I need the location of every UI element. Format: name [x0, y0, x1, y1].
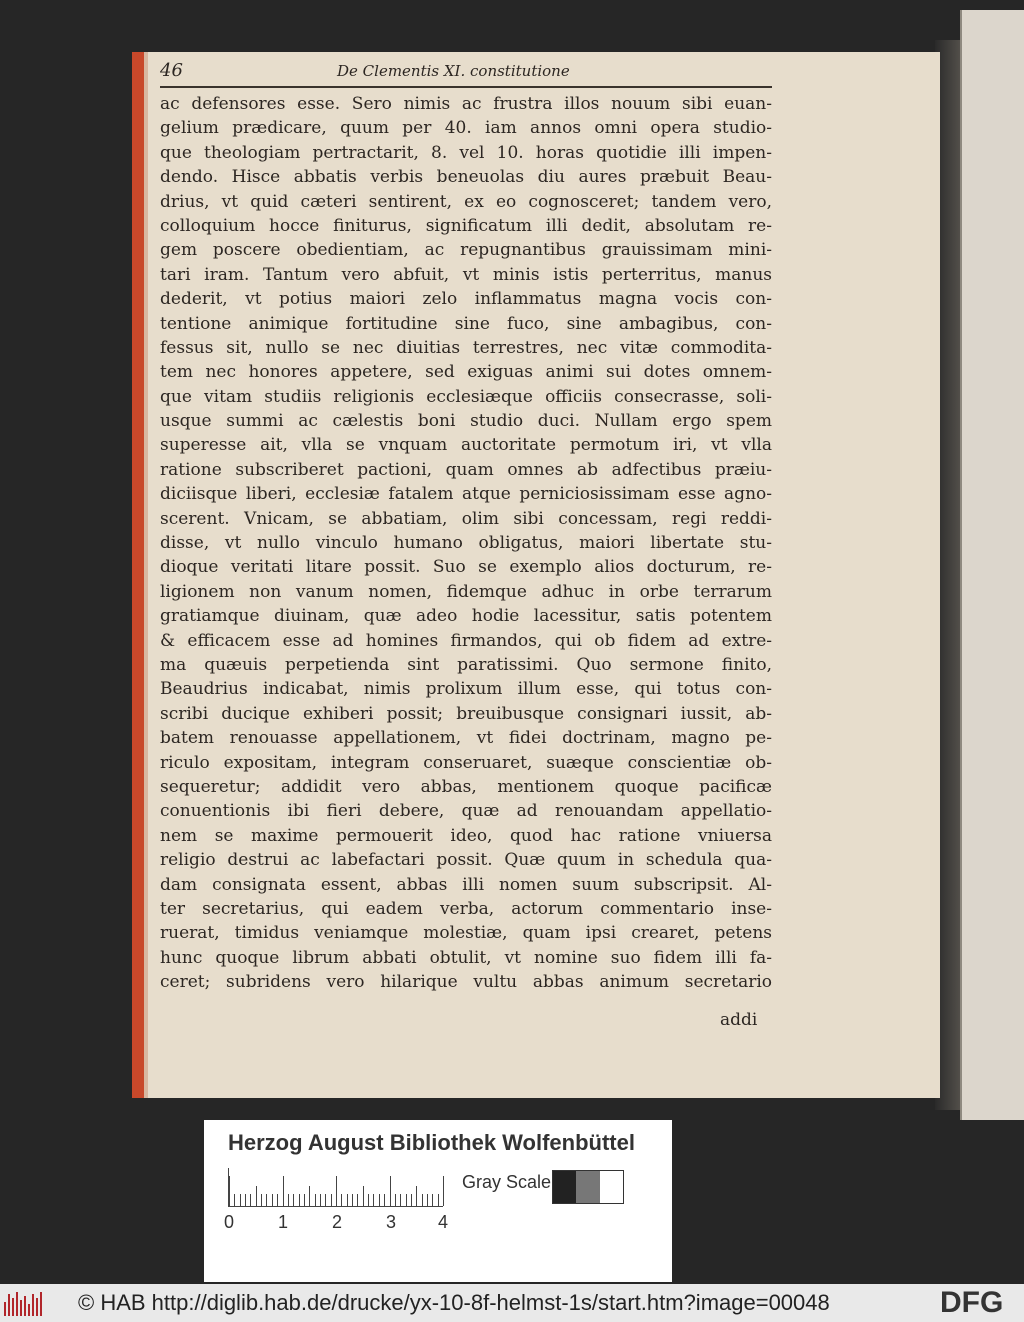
text-line: disse, vt nullo vinculo humano obligatus, maiori libertate stu-	[160, 533, 772, 554]
ruler-tick	[416, 1186, 417, 1206]
text-line: que vitam studiis religionis ecclesiæque officiis consecrasse, soli-	[160, 386, 772, 407]
ruler-tick	[315, 1194, 316, 1206]
gray-scale-label: Gray Scale	[462, 1172, 552, 1192]
text-line: gem poscere obedientiam, ac repugnantibus grauissimam mini-	[160, 240, 772, 261]
ruler-tick	[331, 1194, 332, 1206]
text-line: dendo. Hisce abbatis verbis beneuolas diu aures præbuit Beau-	[160, 167, 772, 188]
ruler-tick	[373, 1194, 374, 1206]
ruler-tick	[352, 1194, 353, 1206]
ruler-tick	[250, 1194, 251, 1206]
running-head-title: De Clementis XI. constitutione	[337, 62, 570, 80]
text-line: conuentionis ibi fieri debere, quæ ad renouandam appellatio-	[160, 801, 772, 822]
ruler-tick	[261, 1194, 262, 1206]
ruler-tick	[411, 1194, 412, 1206]
ruler-number: 1	[278, 1212, 289, 1232]
ruler-tick	[341, 1194, 342, 1206]
ruler-tick	[283, 1176, 284, 1206]
page-body-text	[160, 92, 772, 994]
text-line: diciisque liberi, ecclesiæ fatalem atque perniciosissimam esse agno-	[160, 484, 772, 505]
text-line: ma quæuis perpetienda sint paratissimi. Quo sermone finito,	[160, 654, 772, 675]
ruler-tick	[357, 1194, 358, 1206]
ruler-number: 3	[386, 1212, 397, 1232]
text-line: gelium prædicare, quum per 40. iam annos omni opera studio-	[160, 118, 772, 139]
library-color-card	[204, 1120, 672, 1282]
ruler-tick	[299, 1194, 300, 1206]
text-line: tentione animique fortitudine sine fuco, sine ambagibus, con-	[160, 313, 772, 334]
ruler-tick	[443, 1176, 444, 1206]
ruler-tick	[438, 1194, 439, 1206]
ruler-tick	[390, 1176, 391, 1206]
ruler-tick	[325, 1194, 326, 1206]
text-line: ratione subscriberet pactioni, quam omnes ab adfectibus præiu-	[160, 459, 772, 480]
text-line: gratiamque diuinam, quæ adeo hodie lacessitur, satis potentem	[160, 606, 772, 627]
ruler-tick	[384, 1194, 385, 1206]
ruler-tick	[427, 1194, 428, 1206]
footer-bar	[0, 1284, 1024, 1322]
ruler-tick	[432, 1194, 433, 1206]
ruler-tick	[256, 1186, 257, 1206]
text-line: scribi ducique exhiberi possit; breuibusque consignari iussit, ab-	[160, 703, 772, 724]
text-line: dam consignata essent, abbas illi nomen suum subscripsit. Al-	[160, 874, 772, 895]
catchword: addi	[720, 1010, 758, 1030]
text-line: colloquium hocce finiturus, significatum illi dedit, absolutam re-	[160, 215, 772, 236]
ruler-tick	[347, 1194, 348, 1206]
text-line: fessus sit, nullo se nec diuitias terrestres, nec vitæ commodita-	[160, 337, 772, 358]
copyright-url: © HAB http://diglib.hab.de/drucke/yx-10-8f-helmst-1s/start.htm?image=00048	[78, 1290, 830, 1315]
text-line: drius, vt quid cæteri sentirent, ex eo cognosceret; tandem vero,	[160, 191, 772, 212]
text-line: religio destrui ac labefactari possit. Quæ quum in schedula qua-	[160, 850, 772, 871]
text-line: ac defensores esse. Sero nimis ac frustra illos nouum sibi euan-	[160, 94, 772, 114]
measurement-ruler	[228, 1168, 443, 1207]
text-line: & efficacem esse ad homines firmandos, qui ob fidem ad extre-	[160, 630, 772, 651]
text-line: scerent. Vnicam, se abbatiam, olim sibi concessam, regi reddi-	[160, 508, 772, 529]
ruler-number: 0	[224, 1212, 235, 1232]
text-line: ceret; subridens vero hilarique vultu abbas animum secretario	[160, 972, 772, 993]
ruler-tick	[245, 1194, 246, 1206]
dfg-logo: DFG	[940, 1286, 1004, 1319]
ruler-tick	[304, 1194, 305, 1206]
text-line: ruerat, timidus veniamque molestiæ, quam ipsi crearet, petens	[160, 923, 772, 944]
ruler-tick	[229, 1176, 230, 1206]
hab-logo-icon	[4, 1292, 48, 1316]
ruler-tick	[363, 1186, 364, 1206]
text-line: Beaudrius indicabat, nimis prolixum illum esse, qui totus con-	[160, 679, 772, 700]
ruler-tick	[379, 1194, 380, 1206]
ruler-tick	[288, 1194, 289, 1206]
ruler-tick	[309, 1186, 310, 1206]
ruler-tick	[395, 1194, 396, 1206]
text-line: nem se maxime permouerit ideo, quod hac ratione vniuersa	[160, 825, 772, 846]
text-line: tem nec honores appetere, sed exiguas animi sui dotes omnem-	[160, 362, 772, 383]
ruler-tick	[406, 1194, 407, 1206]
ruler-tick	[336, 1176, 337, 1206]
next-page-edge	[960, 10, 1024, 1120]
ruler-tick	[422, 1194, 423, 1206]
ruler-number: 4	[438, 1212, 449, 1232]
gray-scale-swatch	[552, 1170, 624, 1204]
text-line: usque summi ac cælestis boni studio duci. Nullam ergo spem	[160, 411, 772, 432]
ruler-tick	[277, 1194, 278, 1206]
text-line: batem renouasse appellationem, vt fidei doctrinam, magno pe-	[160, 728, 772, 749]
ruler-tick	[400, 1194, 401, 1206]
ruler-number: 2	[332, 1212, 343, 1232]
text-line: sequeretur; addidit vero abbas, mentionem quoque pacificæ	[160, 776, 772, 797]
ruler-tick	[293, 1194, 294, 1206]
page-number: 46	[160, 60, 183, 81]
text-line: dioque veritati litare possit. Suo se exemplo alios docturum, re-	[160, 557, 772, 578]
text-line: hunc quoque librum abbati obtulit, vt nomine suo fidem illi fa-	[160, 947, 772, 968]
text-line: dederit, vt potius maiori zelo inflammatus magna vocis con-	[160, 289, 772, 310]
text-line: que theologiam pertractarit, 8. vel 10. horas quotidie illi impen-	[160, 142, 772, 163]
library-name: Herzog August Bibliothek Wolfenbüttel	[228, 1130, 635, 1155]
text-line: tari iram. Tantum vero abfuit, vt minis istis perterritus, manus	[160, 264, 772, 285]
ruler-tick	[368, 1194, 369, 1206]
ruler-tick	[272, 1194, 273, 1206]
ruler-tick	[234, 1194, 235, 1206]
ruler-tick	[240, 1194, 241, 1206]
text-line: riculo expositam, integram conseruaret, suæque conscientiæ ob-	[160, 752, 772, 773]
text-line: ligionem non vanum nomen, fidemque adhuc in orbe terrarum	[160, 581, 772, 602]
ruler-tick	[320, 1194, 321, 1206]
text-line: ter secretarius, qui eadem verba, actorum commentario inse-	[160, 898, 772, 919]
text-line: superesse ait, vlla se vnquam auctoritate permotum iri, vt vlla	[160, 435, 772, 456]
ruler-tick	[266, 1194, 267, 1206]
